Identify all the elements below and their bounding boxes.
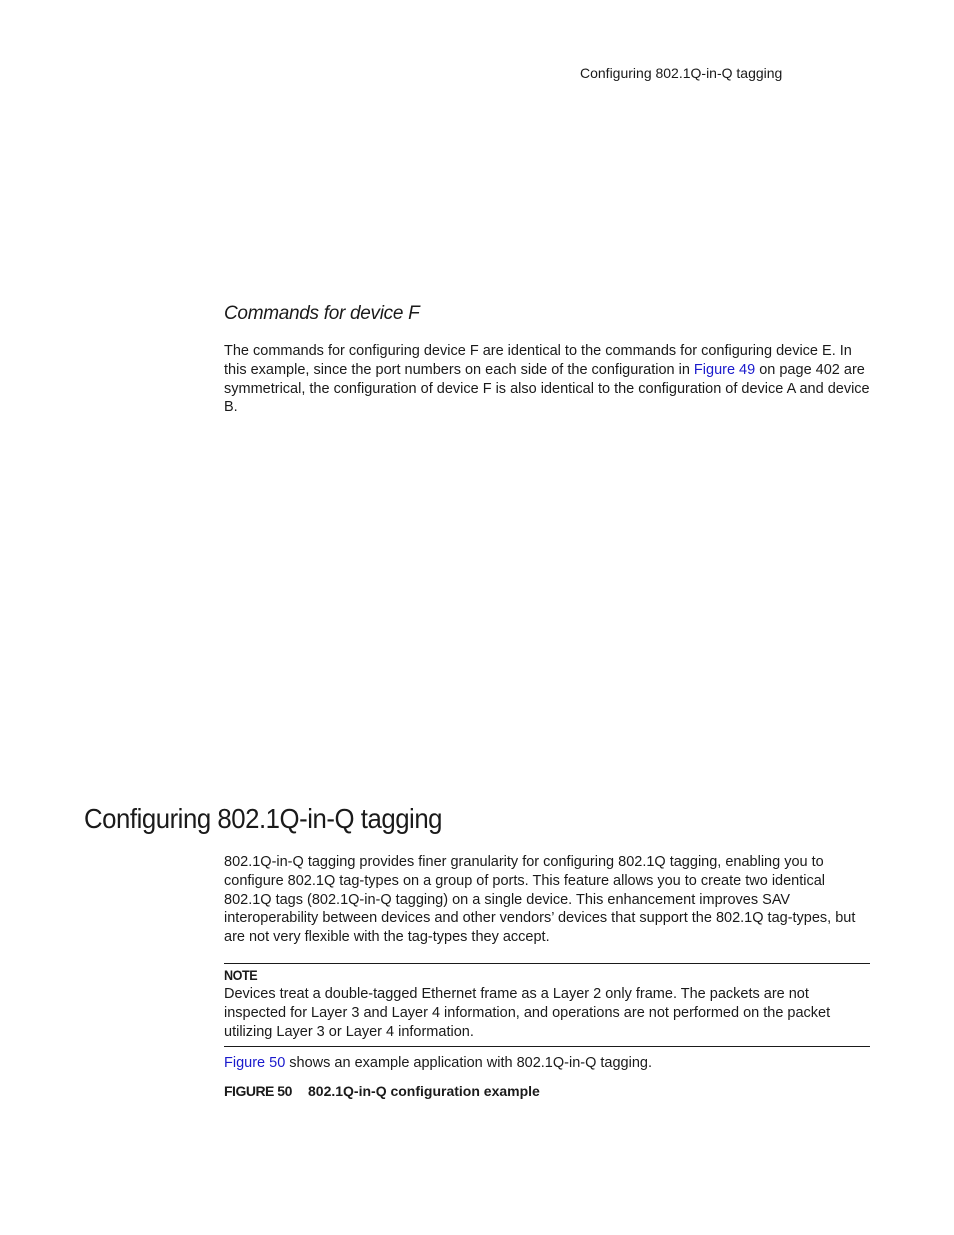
figure-50-link[interactable]: Figure 50: [224, 1055, 286, 1071]
figure-ref-paragraph: [224, 1054, 870, 1073]
para-text: The commands for configuring device F are identical to the commands for configuring device E. In this example, since the port numbers on each side of the configuration in: [224, 343, 852, 378]
figure-label: FIGURE 50: [224, 1083, 292, 1099]
figure-49-link[interactable]: Figure 49: [693, 361, 756, 378]
page-title: Configuring 802.1Q-in-Q tagging: [84, 803, 443, 834]
intro-paragraph: 802.1Q-in-Q tagging provides finer granularity for configuring 802.1Q tagging, enabling you to configure 802.1Q tag-types on a group of ports. This feature allows you to create two identical 802.1Q tags (802.1Q-in-Q tagging) on a single device. This enhancement improves SAV interoperability between devices and other vendors’ devices that support the 802.1Q tag-types, but are not very flexible with the tag-types they accept.: [224, 854, 856, 946]
note-label: NOTE: [224, 967, 258, 983]
figure-caption: [224, 1083, 540, 1099]
para-text: on page 402 are symmetrical, the configuration of device F is also identical to the configuration of device A and device B.: [224, 361, 870, 416]
running-header: Configuring 802.1Q-in-Q tagging: [580, 65, 783, 81]
note-box: [224, 963, 870, 1047]
section-heading-device-f: Commands for device F: [224, 303, 420, 324]
device-f-paragraph: [224, 342, 870, 417]
figure-title: 802.1Q-in-Q configuration example: [308, 1083, 540, 1099]
note-text: Devices treat a double-tagged Ethernet frame as a Layer 2 only frame. The packets are not inspected for Layer 3 and Layer 4 information, and operations are not performed on the packet utilizing Layer 3 or Layer 4 information.: [224, 986, 831, 1040]
para-text: shows an example application with 802.1Q-in-Q tagging.: [285, 1055, 652, 1071]
